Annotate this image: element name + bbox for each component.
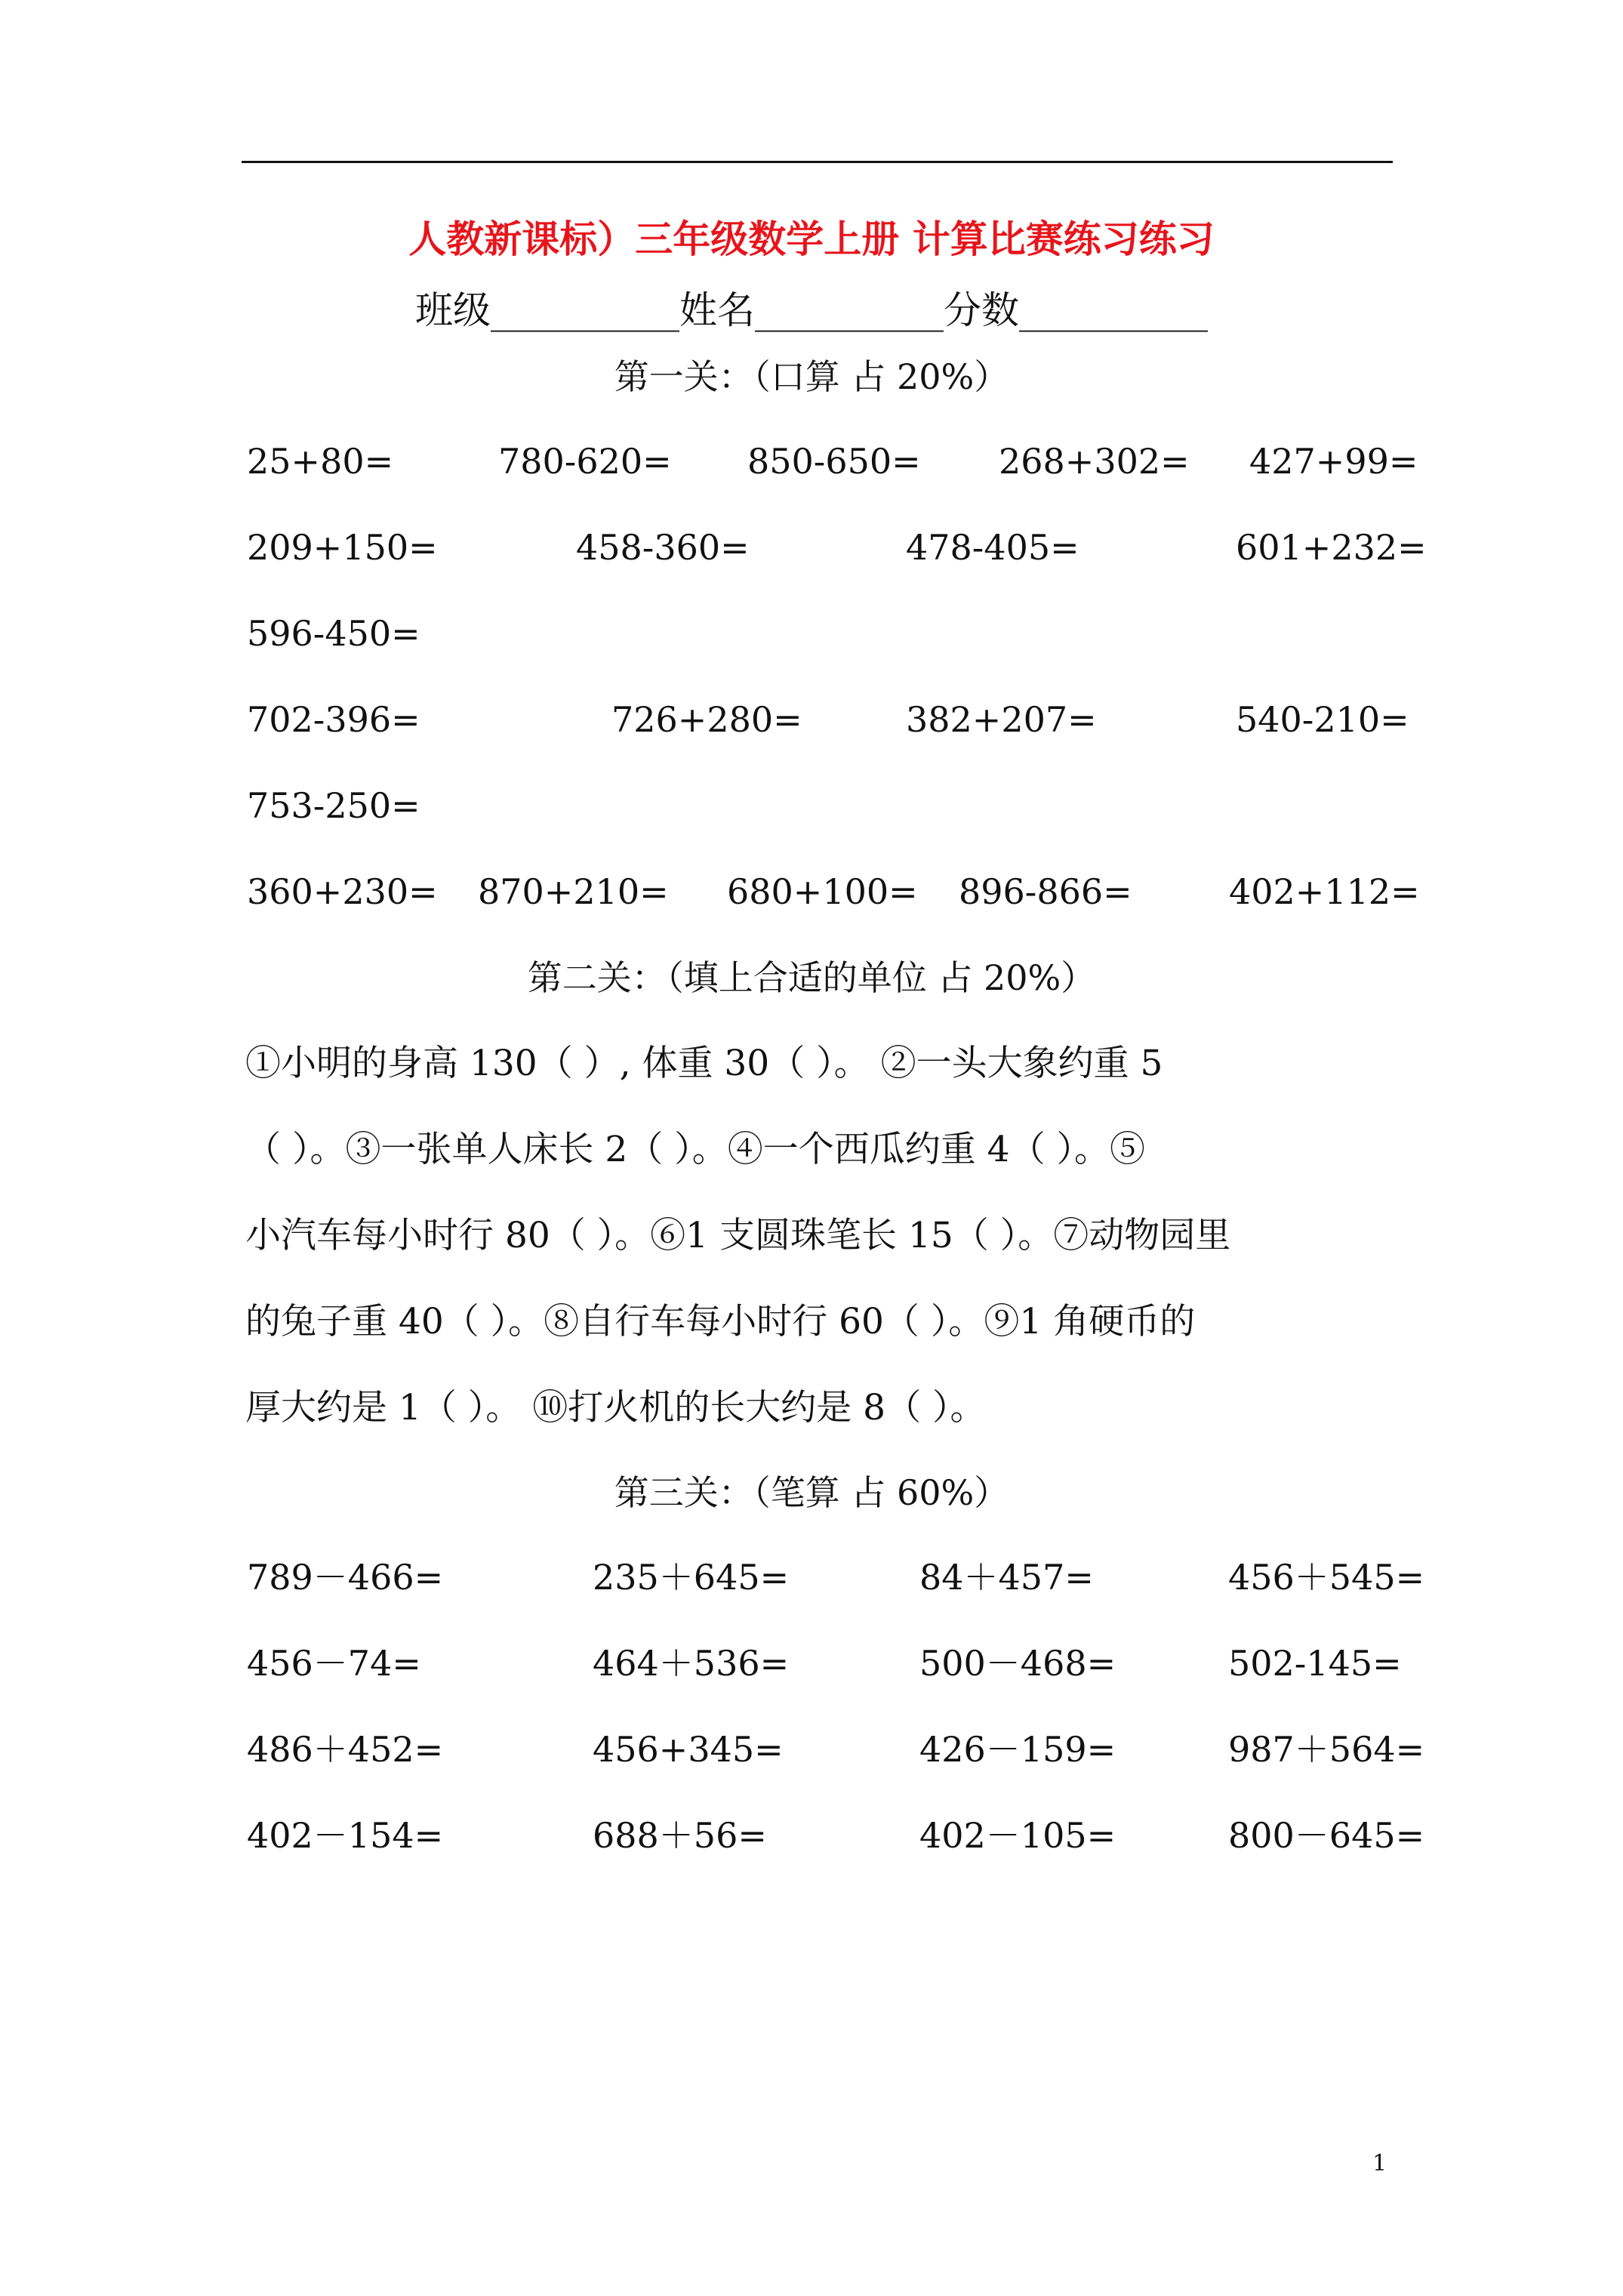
header-rule — [242, 161, 1393, 163]
written-equation: 456＋545= — [1228, 1557, 1425, 1598]
written-equation: 456－74= — [247, 1643, 421, 1684]
section1-heading: 第一关：（口算 占 20%） — [614, 356, 1009, 397]
score-blank: __________ — [1019, 288, 1208, 332]
written-equation: 502-145= — [1228, 1643, 1402, 1684]
oral-equation: 753-250= — [247, 785, 420, 826]
oral-equation: 458-360= — [576, 527, 750, 568]
unit-fill-line: ①小明的身高 130（ ）, 体重 30（ ）。 ②一头大象约重 5 — [245, 1043, 1163, 1084]
written-equation: 789－466= — [247, 1557, 444, 1598]
score-label: 分数 — [944, 288, 1019, 332]
written-equation: 235＋645= — [593, 1557, 790, 1598]
oral-equation: 702-396= — [247, 699, 420, 740]
unit-fill-line: 的兔子重 40（ ）。⑧自行车每小时行 60（ ）。⑨1 角硬币的 — [245, 1301, 1196, 1342]
written-equation: 84＋457= — [919, 1557, 1094, 1598]
name-label: 姓名 — [679, 288, 755, 332]
student-info-line — [0, 284, 1623, 337]
oral-equation: 478-405= — [906, 527, 1079, 568]
written-equation: 402－154= — [247, 1815, 444, 1856]
written-equation: 500－468= — [919, 1643, 1116, 1684]
unit-fill-line: 厚大约是 1（ ）。 ⑩打火机的长大约是 8（ ）。 — [245, 1387, 986, 1428]
section2-heading: 第二关：（填上合适的单位 占 20%） — [527, 957, 1096, 998]
page-number: 1 — [1372, 2150, 1387, 2177]
written-equation: 464＋536= — [593, 1643, 790, 1684]
oral-equation: 382+207= — [906, 699, 1097, 740]
written-equation: 800－645= — [1228, 1815, 1425, 1856]
written-equation: 688＋56= — [593, 1815, 767, 1856]
oral-equation: 780-620= — [498, 441, 672, 482]
oral-equation: 870+210= — [478, 871, 669, 912]
unit-fill-line: （ ）。③一张单人床长 2（ ）。④一个西瓜约重 4（ ）。⑤ — [245, 1129, 1146, 1170]
written-equation: 402－105= — [919, 1815, 1116, 1856]
class-label: 班级 — [415, 288, 491, 332]
class-blank: __________ — [491, 288, 679, 332]
worksheet-title: 人教新课标）三年级数学上册 计算比赛练习练习 — [408, 217, 1215, 261]
written-equation: 426－159= — [919, 1729, 1116, 1770]
written-equation: 456+345= — [593, 1729, 784, 1770]
oral-equation: 596-450= — [247, 613, 420, 654]
oral-equation: 209+150= — [247, 527, 438, 568]
oral-equation: 268+302= — [999, 441, 1190, 482]
oral-equation: 680+100= — [727, 871, 918, 912]
oral-equation: 360+230= — [247, 871, 438, 912]
oral-equation: 601+232= — [1236, 527, 1427, 568]
unit-fill-line: 小汽车每小时行 80（ ）。⑥1 支圆珠笔长 15（ ）。⑦动物园里 — [245, 1215, 1231, 1256]
oral-equation: 896-866= — [959, 871, 1132, 912]
oral-equation: 402+112= — [1229, 871, 1420, 912]
written-equation: 486＋452= — [247, 1729, 444, 1770]
oral-equation: 540-210= — [1236, 699, 1409, 740]
name-blank: __________ — [755, 288, 944, 332]
oral-equation: 850-650= — [747, 441, 921, 482]
oral-equation: 427+99= — [1249, 441, 1418, 482]
oral-equation: 726+280= — [611, 699, 802, 740]
section3-heading: 第三关：（笔算 占 60%） — [614, 1472, 1009, 1513]
written-equation: 987＋564= — [1228, 1729, 1425, 1770]
oral-equation: 25+80= — [247, 441, 394, 482]
